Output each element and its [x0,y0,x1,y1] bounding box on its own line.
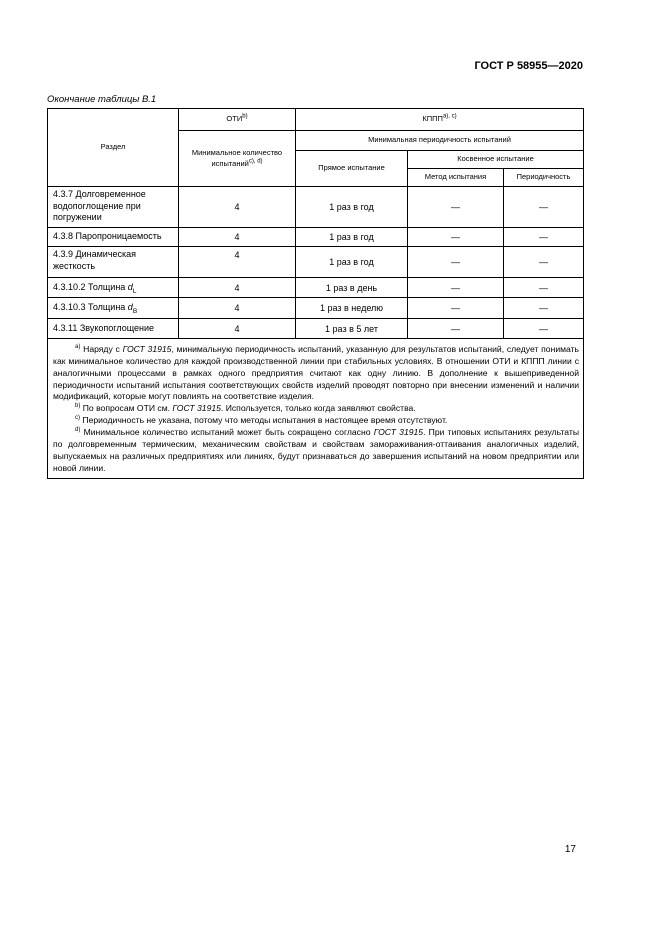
row-method: — [408,247,504,278]
table-row [48,247,584,278]
row-section: 4.3.9 Динамическая жесткость [48,247,179,278]
header-oti: ОТИ$^{b)}$ [179,109,296,131]
tests-table [47,108,584,479]
header-min-periodicity: Минимальная периодичность испытаний [296,131,584,151]
header-kppp: $КППП^{a), c)}$ [296,109,584,131]
header-direct-test: Прямое испытание [296,151,408,187]
table-row [48,278,584,298]
table-row [48,319,584,339]
header-section: Раздел [48,109,179,187]
row-period: — [504,228,584,247]
note-a: $^{a)}$ Наряду с ГОСТ 31915, минимальную периодичность испытаний, указанную для результатов испытаний, следует понимать как минимальное количество для каждой производственной линии при стабильных условиях. В отношении ОТИ и КППП линии с аналогичными процессами в рамках одного предприятия считают как одну линию. В дополнение к вышеприведенной периодичности испытаний испытания соответствующих свойств изделий проводят повторно при внесении изменений и наличии модификаций, которые могут повлиять на соответствие изделия. [53,344,580,402]
row-direct: 1 раз в 5 лет [296,319,408,339]
page-number: 17 [564,844,576,855]
header-periodicity: Периодичность [504,169,584,187]
row-direct: 1 раз в неделю [296,298,408,319]
row-period: — [504,298,584,319]
note-c: $^{c)}$ Периодичность не указана, потому что методы испытания в настоящее время отсутствуют. [75,415,448,426]
row-period: — [504,247,584,278]
note-d: $^{d)}$ Минимальное количество испытаний может быть сокращено согласно ГОСТ 31915. При типовых испытаниях результаты по долговременным термическим, механическим свойствам и свойствам замораживания-оттаивания аналогичных изделий, выпускаемых на различных предприятиях или линиях, будут признаваться до завершения испытаний на новом предприятии или новой линии. [53,427,580,473]
row-section: 4.3.10.3 Толщина $d_B$ [48,298,179,319]
row-method: — [408,278,504,298]
row-direct: 1 раз в год [296,228,408,247]
row-method: — [408,228,504,247]
row-period: — [504,278,584,298]
row-direct: 1 раз в год [296,247,408,278]
table-row [48,187,584,228]
row-section: 4.3.11 Звукопоглощение [48,319,179,339]
row-section: 4.3.10.2 Толщина $d_L$ [48,278,179,298]
table-row [48,228,584,247]
row-method: — [408,187,504,228]
row-count: 4 [179,319,296,339]
row-section: 4.3.7 Долговременное водопоглощение при погружении [48,187,179,228]
table-row [48,298,584,319]
row-count: 4 [179,298,296,319]
row-method: — [408,298,504,319]
row-count: 4 [179,187,296,228]
row-period: — [504,319,584,339]
header-indirect-test: Косвенное испытание [408,151,584,169]
table-caption: Окончание таблицы В.1 [47,94,157,105]
table-notes [48,339,584,479]
header-min-count: Минимальное количество испытаний$^{c), d)}$ [179,131,296,187]
document-code: ГОСТ Р 58955—2020 [474,60,583,72]
row-direct: 1 раз в год [296,187,408,228]
notes-row [48,339,584,479]
row-count: 4 [179,228,296,247]
row-method: — [408,319,504,339]
row-count: 4 [179,247,296,278]
row-count: 4 [179,278,296,298]
row-section: 4.3.8 Паропроницаемость [48,228,179,247]
row-period: — [504,187,584,228]
row-direct: 1 раз в день [296,278,408,298]
header-test-method: Метод испытания [408,169,504,187]
note-b: $^{b)}$ По вопросам ОТИ см. ГОСТ 31915. Используется, только когда заявляют свойства. [75,403,416,414]
